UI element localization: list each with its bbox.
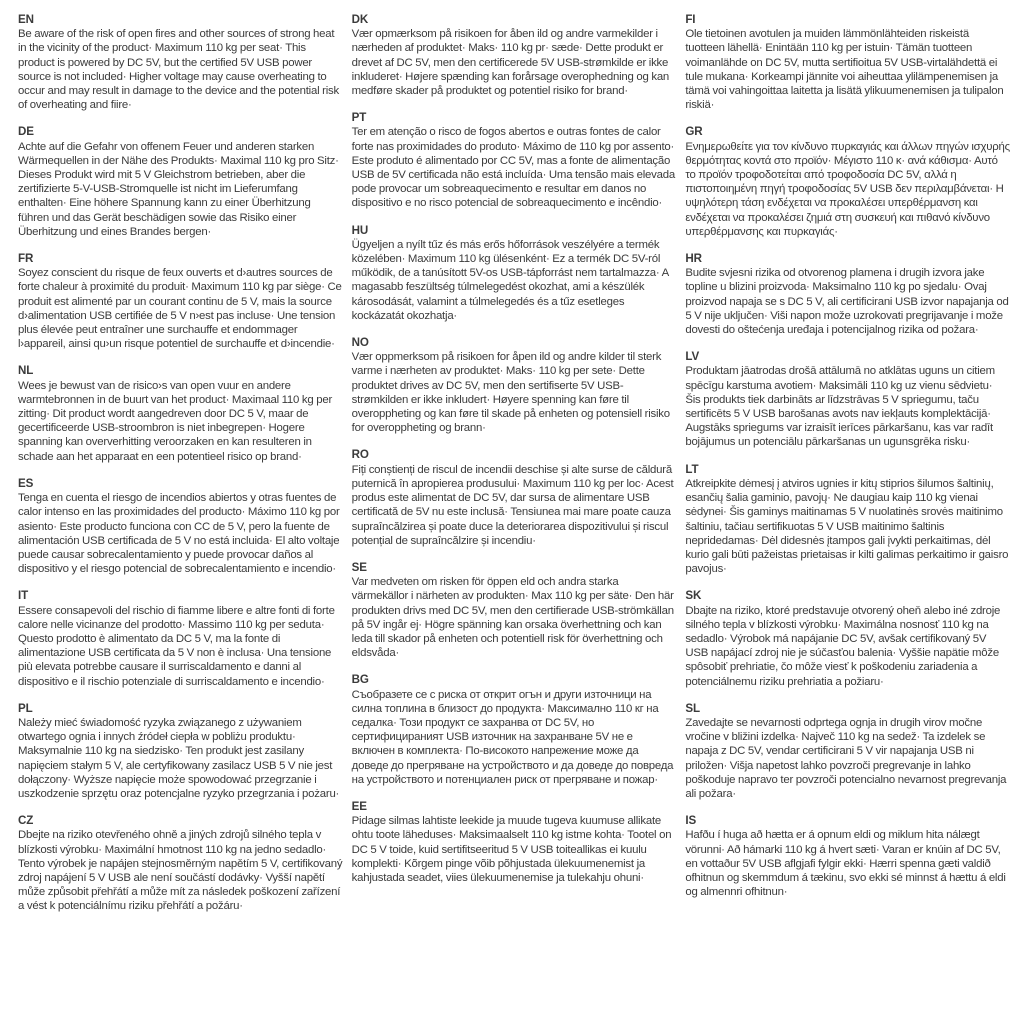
- language-text: Be aware of the risk of open fires and other sources of strong heat in the vicinity of the product· Maximum 110 kg per seat· This product is powered by DC 5V, but the certified 5V USB power source is not included· Higher voltage may cause overheating to occur and may result in damage to the device and the potential risk of overheating and fiire·: [18, 28, 339, 112]
- language-code: EN: [18, 13, 34, 26]
- language-text: Należy mieć świadomość ryzyka związanego z używaniem otwartego ognia i innych źródeł ciepła w pobliżu produktu· Maksymalnie 110 kg na siedzisko· Ten produkt jest zasilany napięciem stałym 5 V, ale certyfikowany zasilacz USB 5 V nie jest dołączony· Wyższe napięcie może spowodować przegrzanie i uszkodzenie sprzętu oraz potencjalne ryzyko przegrzania i pożaru·: [18, 716, 340, 800]
- language-section: [352, 111, 677, 210]
- language-text: Ügyeljen a nyílt tűz és más erős hőforrások veszélyére a termék közelében· Maximum 110 kg ülésenként· Ez a termék DC 5V-ról működik, de a tanúsított 5V-os USB-tápforrást nem tartalmazza· A magasabb feszültség túlmelegedést okozhat, ami a készülék károsodását, valamint a túlmelegedés és a tűz esetleges kockázatát okozhatja·: [351, 238, 669, 322]
- language-text: Vær opmærksom på risikoen for åben ild og andre varmekilder i nærheden af produktet· Maks· 110 kg pr· sæde· Dette produkt er drevet af DC 5V, men den certificerede 5V USB-strømkilde er ikke inkluderet· Højere spænding kan forårsage overophedning og kan medføre skader på produktet og potentiel risiko for brand·: [351, 28, 670, 98]
- language-section: [352, 224, 677, 323]
- language-code: RO: [351, 448, 369, 462]
- language-text: Essere consapevoli del rischio di fiamme libere e altre fonti di forte calore nelle vicinanze del prodotto· Massimo 110 kg per seduta· Questo prodotto è alimentato da DC 5 V, ma la fonte di alimentazione USB certificata da 5 V non è inclusa· Una tensione più elevata potrebbe causare il surriscaldamento e danni al dispositivo e il rischio potenziale di surriscaldamento e incendio·: [18, 604, 335, 688]
- language-section: [685, 589, 1010, 688]
- language-section: [18, 252, 343, 351]
- language-section: [18, 702, 343, 801]
- language-section: [18, 814, 343, 913]
- language-code: HR: [685, 252, 702, 266]
- language-section: [18, 13, 343, 112]
- column-2: [352, 13, 677, 898]
- language-section: [352, 800, 677, 885]
- language-text: Budite svjesni rizika od otvorenog plamena i drugih izvora jake topline u blizini proizvoda· Maksimalno 110 kg po sjedalu· Ovaj proizvod napaja se s DC 5 V, ali certificirani USB izvor napajanja od 5 V nije uključen· Viši napon može uzrokovati pregrijavanje i može dovesti do oštećenja uređaja i potencijalnog rizika od požara·: [685, 267, 1009, 337]
- language-code: SE: [351, 560, 367, 574]
- language-section: [685, 463, 1010, 577]
- language-section: [352, 13, 677, 98]
- language-text: Wees je bewust van de risico›s van open vuur en andere warmtebronnen in de buurt van het product· Maximaal 110 kg per zitting· Dit product wordt aangedreven door DC 5 V, maar de gecertificeerde USB-stroombron is niet inbegrepen· Hogere spanning kan oververhitting veroorzaken en kan resulteren in schade aan het apparaat en een potentieel risico op brand·: [18, 379, 333, 463]
- language-section: [685, 702, 1010, 801]
- language-code: NL: [18, 364, 34, 378]
- language-code: EE: [351, 799, 367, 813]
- language-section: [18, 589, 343, 688]
- language-code: PL: [18, 701, 33, 715]
- language-text: Var medveten om risken för öppen eld och andra starka värmekällor i närheten av produkten· Max 110 kg per säte· Den här produkten drivs med DC 5V, men den certifierade USB-strömkällan på 5V ingår ej· Högre spänning kan orsaka överhettning och kan leda till skador på enheten och potentiell risk för överhettning och eldsvåda·: [351, 576, 674, 660]
- language-text: Tenga en cuenta el riesgo de incendios abiertos y otras fuentes de calor intenso en las proximidades del producto· Máximo 110 kg por asiento· Este producto funciona con CC de 5 V, pero la fuente de alimentación USB certificada de 5 V no está incluida· El alto voltaje puede causar sobrecalentamiento y puede provocar daños al dispositivo y el riesgo potencial de sobrecalentamiento e incendio·: [18, 492, 340, 576]
- language-code: NO: [351, 336, 369, 350]
- language-text: Ter em atenção o risco de fogos abertos e outras fontes de calor forte nas proximidades do produto· Máximo de 110 kg por assento· Este produto é alimentado por CC 5V, mas a fonte de alimentação USB de 5V certificada não está incluída· Uma tensão mais elevada pode provocar um sobreaquecimento e resultar em danos no dispositivo e no risco potencial de sobreaquecimento e incêndio·: [351, 126, 675, 210]
- language-section: [352, 336, 677, 435]
- column-3: [685, 13, 1010, 912]
- language-code: FR: [18, 252, 34, 266]
- language-code: SK: [685, 589, 702, 603]
- language-code: CZ: [18, 814, 34, 828]
- language-section: [685, 252, 1010, 337]
- language-section: [352, 448, 677, 547]
- language-text: Ole tietoinen avotulen ja muiden lämmönlähteiden riskeistä tuotteen lähellä· Enintään 110 kg per istuin· Tämän tuotteen voimanlähde on DC 5V, mutta sertifioitua 5V USB-virtalähdettä ei tule mukana· Korkeampi jännite voi aiheuttaa ylilämpenemisen ja tämä voi vahingoittaa laitetta ja lisätä ylikuumenemisen ja tulipalon riskiä·: [685, 28, 1004, 112]
- language-text: Hafðu í huga að hætta er á opnum eldi og miklum hita nálægt vörunni· Að hámarki 110 kg á hvert sæti· Varan er knúin af DC 5V, en vottaður 5V USB aflgjafi fylgir ekki· Hærri spenna gæti valdið ofhitnun og skemmdum á tækinu, svo ekki sé minnst á hættu á eldi og almennri ofhitnun·: [685, 829, 1006, 899]
- language-text: Dbejte na riziko otevřeného ohně a jiných zdrojů silného tepla v blízkosti výrobku· Maximální hmotnost 110 kg na jedno sedadlo· Tento výrobek je napájen stejnosměrným napětím 5 V, certifikovaný zdroj napájení 5 V USB ale není součástí dodávky· Vyšší napětí může způsobit přehřátí a může mít za následek poškození zařízení a vést k potenciálnímu riziku přehřátí a požáru·: [18, 829, 343, 913]
- language-section: [685, 13, 1010, 112]
- language-text: Съобразете се с риска от открит огън и други източници на силна топлина в близост до продукта· Максимално 110 кг на седалка· Този продукт се захранва от DC 5V, но сертифицираният USB източник на захранване 5V не е включен в комплекта· По-високото напрежение може да доведе до прегряване на устройството и да доведе до повреда на устройството и потенциален риск от прегряване и пожар·: [351, 688, 674, 786]
- language-text: Pidage silmas lahtiste leekide ja muude tugeva kuumuse allikate ohtu toote läheduses· Maksimaalselt 110 kg istme kohta· Tootel on DC 5 V toide, kuid sertifitseeritud 5 V USB toiteallikas ei kuulu komplekti· Kõrgem pinge võib põhjustada ülekuumenemist ja kahjustada seadet, viies ülekuumenemise ja tulekahju ohuni·: [351, 815, 672, 884]
- language-code: LV: [685, 350, 700, 364]
- language-text: Vær oppmerksom på risikoen for åpen ild og andre kilder til sterk varme i nærheten av produktet· Maks· 110 kg per sete· Dette produktet drives av DC 5V, men den sertifiserte 5V USB-strømkilden er ikke inkludert· Høyere spenning kan føre til overoppheting og kan føre til skade på enheten og potensiell risiko for overoppheting og brann·: [351, 351, 670, 435]
- language-section: [685, 350, 1010, 449]
- language-section: [18, 477, 343, 576]
- language-code: LT: [685, 462, 699, 476]
- language-text: Produktam jāatrodas drošā attālumā no atklātas uguns un citiem spēcīgu karstuma avotiem· Maksimāli 110 kg uz vienu sēdvietu· Šis produkts tiek darbināts ar līdzstrāvas 5 V spriegumu, taču sertificēts 5 V USB barošanas avots nav iekļauts komplektācijā· Augstāks spriegums var izraisīt ierīces pārkaršanu, kas var radīt bojājumus un potenciālu pārkaršanas un ugunsgrēka risku·: [685, 365, 995, 449]
- language-text: Ενημερωθείτε για τον κίνδυνο πυρκαγιάς και άλλων πηγών ισχυρής θερμότητας κοντά στο προϊόν· Μέγιστο 110 κ· ανά κάθισμα· Αυτό το προϊόν τροφοδοτείται από τροφοδοσία DC 5V, αλλά η πιστοποιημένη πηγή τροφοδοσίας 5V USB δεν περιλαμβάνεται· Η υψηλότερη τάση ενδέχεται να προκαλέσει υπερθέρμανση και ενδέχεται να προκαλέσει ζημιά στη συσκευή και πιθανό κίνδυνο υπερθέρμανσης και πυρκαγιάς·: [685, 140, 1010, 238]
- language-text: Achte auf die Gefahr von offenem Feuer und anderen starken Wärmequellen in der Nähe des Produkts· Maximal 110 kg pro Sitz· Dieses Produkt wird mit 5 V Gleichstrom betrieben, aber die zertifizierte 5-V-USB-Stromquelle ist nicht im Lieferumfang enthalten· Eine höhere Spannung kann zu einer Überhitzung führen und das Gerät beschädigen sowie das Risiko einer Überhitzung und eines Brandes bergen·: [18, 140, 339, 238]
- language-code: PT: [351, 111, 367, 125]
- language-code: GR: [685, 125, 703, 139]
- language-section: [685, 814, 1010, 899]
- language-text: Dbajte na riziko, ktoré predstavuje otvorený oheň alebo iné zdroje silného tepla v blízkosti výrobku· Maximálna nosnosť 110 kg na sedadlo· Výrobok má napájanie DC 5V, avšak certifikovaný 5V USB napájací zdroj nie je súčasťou balenia· Vyššie napätie môže spôsobiť prehriatie, čo môže viesť k poškodeniu zariadenia a potenciálnemu riziku prehriatia a požiaru·: [685, 604, 1001, 688]
- language-code: HU: [351, 223, 369, 237]
- language-section: [352, 673, 677, 787]
- language-code: BG: [351, 673, 369, 687]
- language-code: DK: [351, 13, 369, 26]
- language-section: [18, 364, 343, 463]
- language-code: ES: [18, 476, 34, 490]
- column-1: [18, 13, 343, 927]
- language-text: Fiți conștienți de riscul de incendii deschise și alte surse de căldură puternică în apropierea produsului· Maximum 110 kg per loc· Acest produs este alimentat de DC 5V, dar sursa de alimentare USB certificată de 5V nu este inclusă· Tensiunea mai mare poate cauza supraîncălzirea și poate duce la deteriorarea dispozitivului și riscul potențial de supraîncălzire și incendiu·: [351, 463, 674, 547]
- language-text: Atkreipkite dėmesį į atviros ugnies ir kitų stiprios šilumos šaltinių, esančių šalia gaminio, pavojų· Ne daugiau kaip 110 kg vienai sėdynei· Šis gaminys maitinamas 5 V nuolatinės srovės maitinimo šaltiniu, tačiau sertifikuotas 5 V USB maitinimo šaltinis nepridedamas· Dėl didesnės įtampos gali įvykti perkaitimas, dėl kurio gali būti pažeistas prietaisas ir kilti galimas perkaitimo ir gaisro pavojus·: [685, 477, 1009, 576]
- language-code: SL: [685, 701, 700, 715]
- language-section: [18, 125, 343, 239]
- language-section: [352, 561, 677, 660]
- language-code: IT: [18, 589, 29, 603]
- language-text: Soyez conscient du risque de feux ouverts et d›autres sources de forte chaleur à proximité du produit· Maximum 110 kg par siège· Ce produit est alimenté par un courant continu de 5 V, mais la source d›alimentation USB certifiée de 5 V n›est pas incluse· Une tension plus élevée peut entraîner une surchauffe et endommager l›appareil, ainsi qu›un risque potentiel de surchauffe et d›incendie·: [18, 267, 342, 351]
- language-code: DE: [18, 125, 34, 139]
- language-text: Zavedajte se nevarnosti odprtega ognja in drugih virov močne vročine v bližini izdelka· Največ 110 kg na sedež· Ta izdelek se napaja z DC 5V, vendar certificirani 5 V vir napajanja USB ni priložen· Višja napetost lahko povzroči pregrevanje in lahko poškoduje napravo ter povzroči potencialno nevarnost pregrevanja ali požara·: [685, 716, 1007, 800]
- language-code: IS: [685, 814, 697, 828]
- language-code: FI: [685, 13, 696, 26]
- language-section: [685, 125, 1010, 239]
